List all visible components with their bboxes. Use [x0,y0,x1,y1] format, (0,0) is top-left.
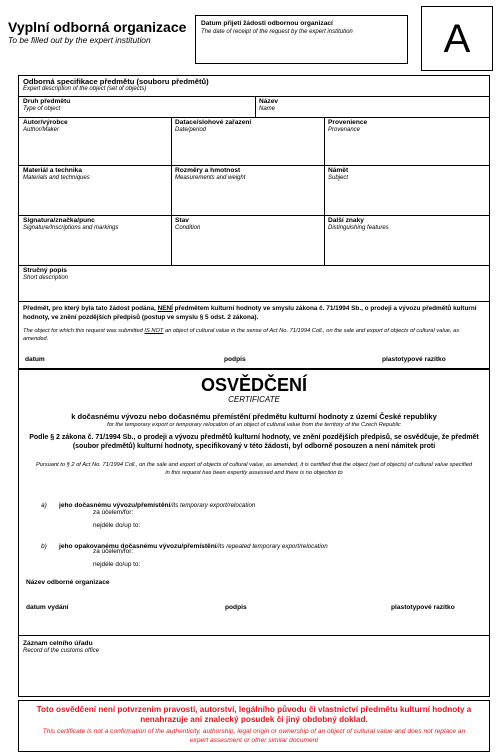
field-provenance-label: Provenience [328,119,368,126]
declaration-cz-text-2: předmětem kulturní hodnoty ve smyslu zákona č. 71/1994 Sb., o prodeji a vývozu předmětů kulturní hodnoty, ve znění pozdějších předpisů (postup ve smyslu § 5 odst. 2 zákona). [23,305,477,321]
customs-record[interactable] [19,638,489,696]
option-a-deadline-field[interactable]: nejdéle do/up to: [93,522,141,529]
certificate-title: OSVĚDČENÍ [200,375,308,395]
field-author-sublabel: Author/Maker [23,127,60,133]
field-condition-sublabel: Condition [175,225,201,231]
field-short-description-label: Stručný popis [23,267,67,274]
option-b-label: jeho opakovanému dočasnému vývozu/přemístění [59,543,217,550]
field-materials[interactable] [19,165,171,215]
field-signature-label: Signatura/značka/punc [23,217,95,224]
non-cultural-declaration [19,302,489,368]
field-measurements[interactable] [171,165,324,215]
field-condition-label: Stav [175,217,189,224]
certificate-stamp-label: plastotypové razítko [391,604,455,611]
field-distinguishing-features-label: Další znaky [328,217,364,224]
header-title: Vyplní odborná organizace [8,19,187,35]
declaration-cz-text-1: Předmět, pro který byla tato žádost podána, [23,305,158,312]
field-author[interactable] [19,117,171,165]
option-a-label: jeho dočasnému vývozu/přemístění [59,502,171,509]
field-name-label: Název [259,98,279,105]
declaration-cz [23,304,485,322]
declaration-date-label: datum [25,356,45,363]
disclaimer-cz: Toto osvědčení není potvrzením pravosti, autorství, legálního původu či vlastnictví předmětu kulturní hodnoty a nenahrazuje ani znalecký posudek či jiný obdobný doklad. [36,705,472,724]
declaration-en-text-1: The object for which this request was submitted [23,328,145,334]
spec-section-subtitle: Expert description of the object (set of objects) [23,86,147,92]
certificate-purpose: k dočasnému vývozu nebo dočasnému přemístění předmětu kulturní hodnoty z území České republiky [71,412,437,421]
declaration-en [23,327,485,343]
field-distinguishing-features-sublabel: Distinguishing features [328,225,389,231]
option-b-label-en: /its repeated temporary export/relocation [216,543,328,550]
field-name-sublabel: Name [259,106,276,112]
field-measurements-label: Rozměry a hmotnost [175,167,241,174]
receipt-date-sublabel: The date of receipt of the request by the expert institution [201,29,353,35]
option-a-purpose-field[interactable]: za účelem/for: [93,509,134,516]
field-materials-label: Materiál a technika [23,167,83,174]
annex-letter: A [443,17,471,61]
field-distinguishing-features[interactable] [324,215,489,265]
declaration-cz-neni: NENÍ [157,305,173,312]
spec-section-header [19,76,489,96]
field-subject-label: Námět [328,167,349,174]
field-object-type-sublabel: Type of object [23,106,61,112]
customs-record-label: Záznam celního úřadu [23,640,93,647]
declaration-signature-label: podpis [224,356,246,363]
issue-date-label: datum vydání [26,604,69,611]
field-signature[interactable] [19,215,171,265]
header-subtitle: To be filled out by the expert institution [8,35,151,45]
field-measurements-sublabel: Measurements and weight [175,175,246,181]
field-provenance-sublabel: Provenance [328,127,361,133]
option-b-deadline-field[interactable]: nejdéle do/up to: [93,561,141,568]
organization-name-label: Název odborné organizace [26,579,110,586]
receipt-date-label: Datum přijetí žádosti odbornou organizací [201,20,333,27]
field-materials-sublabel: Materials and techniques [23,175,90,181]
option-b-marker: b) [41,543,47,550]
field-condition[interactable] [171,215,324,265]
field-subject[interactable] [324,165,489,215]
customs-record-sublabel: Record of the customs office [23,648,100,654]
declaration-en-text-2: an object of cultural value in the sense of Act No. 71/1994 Coll., on the sale and export of objects of cultural value, as amended. [23,328,460,342]
disclaimer-en: This certificate is not a confirmation of the authenticity, authorship, legal origin or ownership of an object of cultural value and does not replace an expert assesment or other similar document [42,728,466,744]
option-b-purpose-field[interactable]: za účelem/for: [93,548,134,555]
field-subject-sublabel: Subject [328,175,349,181]
field-name[interactable] [255,96,489,117]
certificate-title-en: CERTIFICATE [228,395,280,404]
field-short-description[interactable] [19,265,489,301]
receipt-date-box[interactable] [195,15,408,64]
annex-letter-box [421,6,493,71]
field-date-period-sublabel: Date/period [175,127,207,133]
certificate-legal-text: Podle § 2 zákona č. 71/1994 Sb., o prodeji a vývozu předmětů kulturní hodnoty, ve znění pozdějších předpisů, se osvědčuje, že předmět (soubor předmětů) kulturní hodnoty, specifikovaný v této žádosti, byl odborně posouzen a není námitek proti [29,434,479,450]
field-object-type[interactable] [19,96,255,117]
field-short-description-sublabel: Short description [23,275,69,281]
certificate-box [18,369,490,697]
specification-table [18,75,490,369]
option-a-label-en: /its temporary export/relocation [170,502,256,509]
field-provenance[interactable] [324,117,489,165]
field-object-type-label: Druh předmětu [23,98,71,105]
spec-section-title: Odborná specifikace předmětu (souboru předmětů) [23,77,209,86]
field-signature-sublabel: Signature/Inscriptions and markings [23,225,119,231]
declaration-stamp-label: plastotypové razítko [382,356,446,363]
certificate-signature-label: podpis [225,604,247,611]
field-date-period[interactable] [171,117,324,165]
field-author-label: Autor/výrobce [23,119,68,126]
option-b[interactable] [41,535,461,550]
declaration-en-isnot: IS NOT [144,328,164,334]
disclaimer-box [18,700,490,752]
field-date-period-label: Datace/slohové zařazení [175,119,252,126]
option-a-marker: a) [41,502,47,509]
option-a[interactable] [41,494,441,509]
certificate-legal-text-en: Pursuant to § 2 of Act No. 71/1994 Coll., on the sale and export of objects of cultural value, as amended, it is certified that the object (set of objects) of cultural value specified in this request has been expertly assessed and there is no objection to [35,462,473,476]
certificate-purpose-en: for the temporary export or temporary relocation of an object of cultural value from the territory of the Czech Republic [107,422,401,428]
